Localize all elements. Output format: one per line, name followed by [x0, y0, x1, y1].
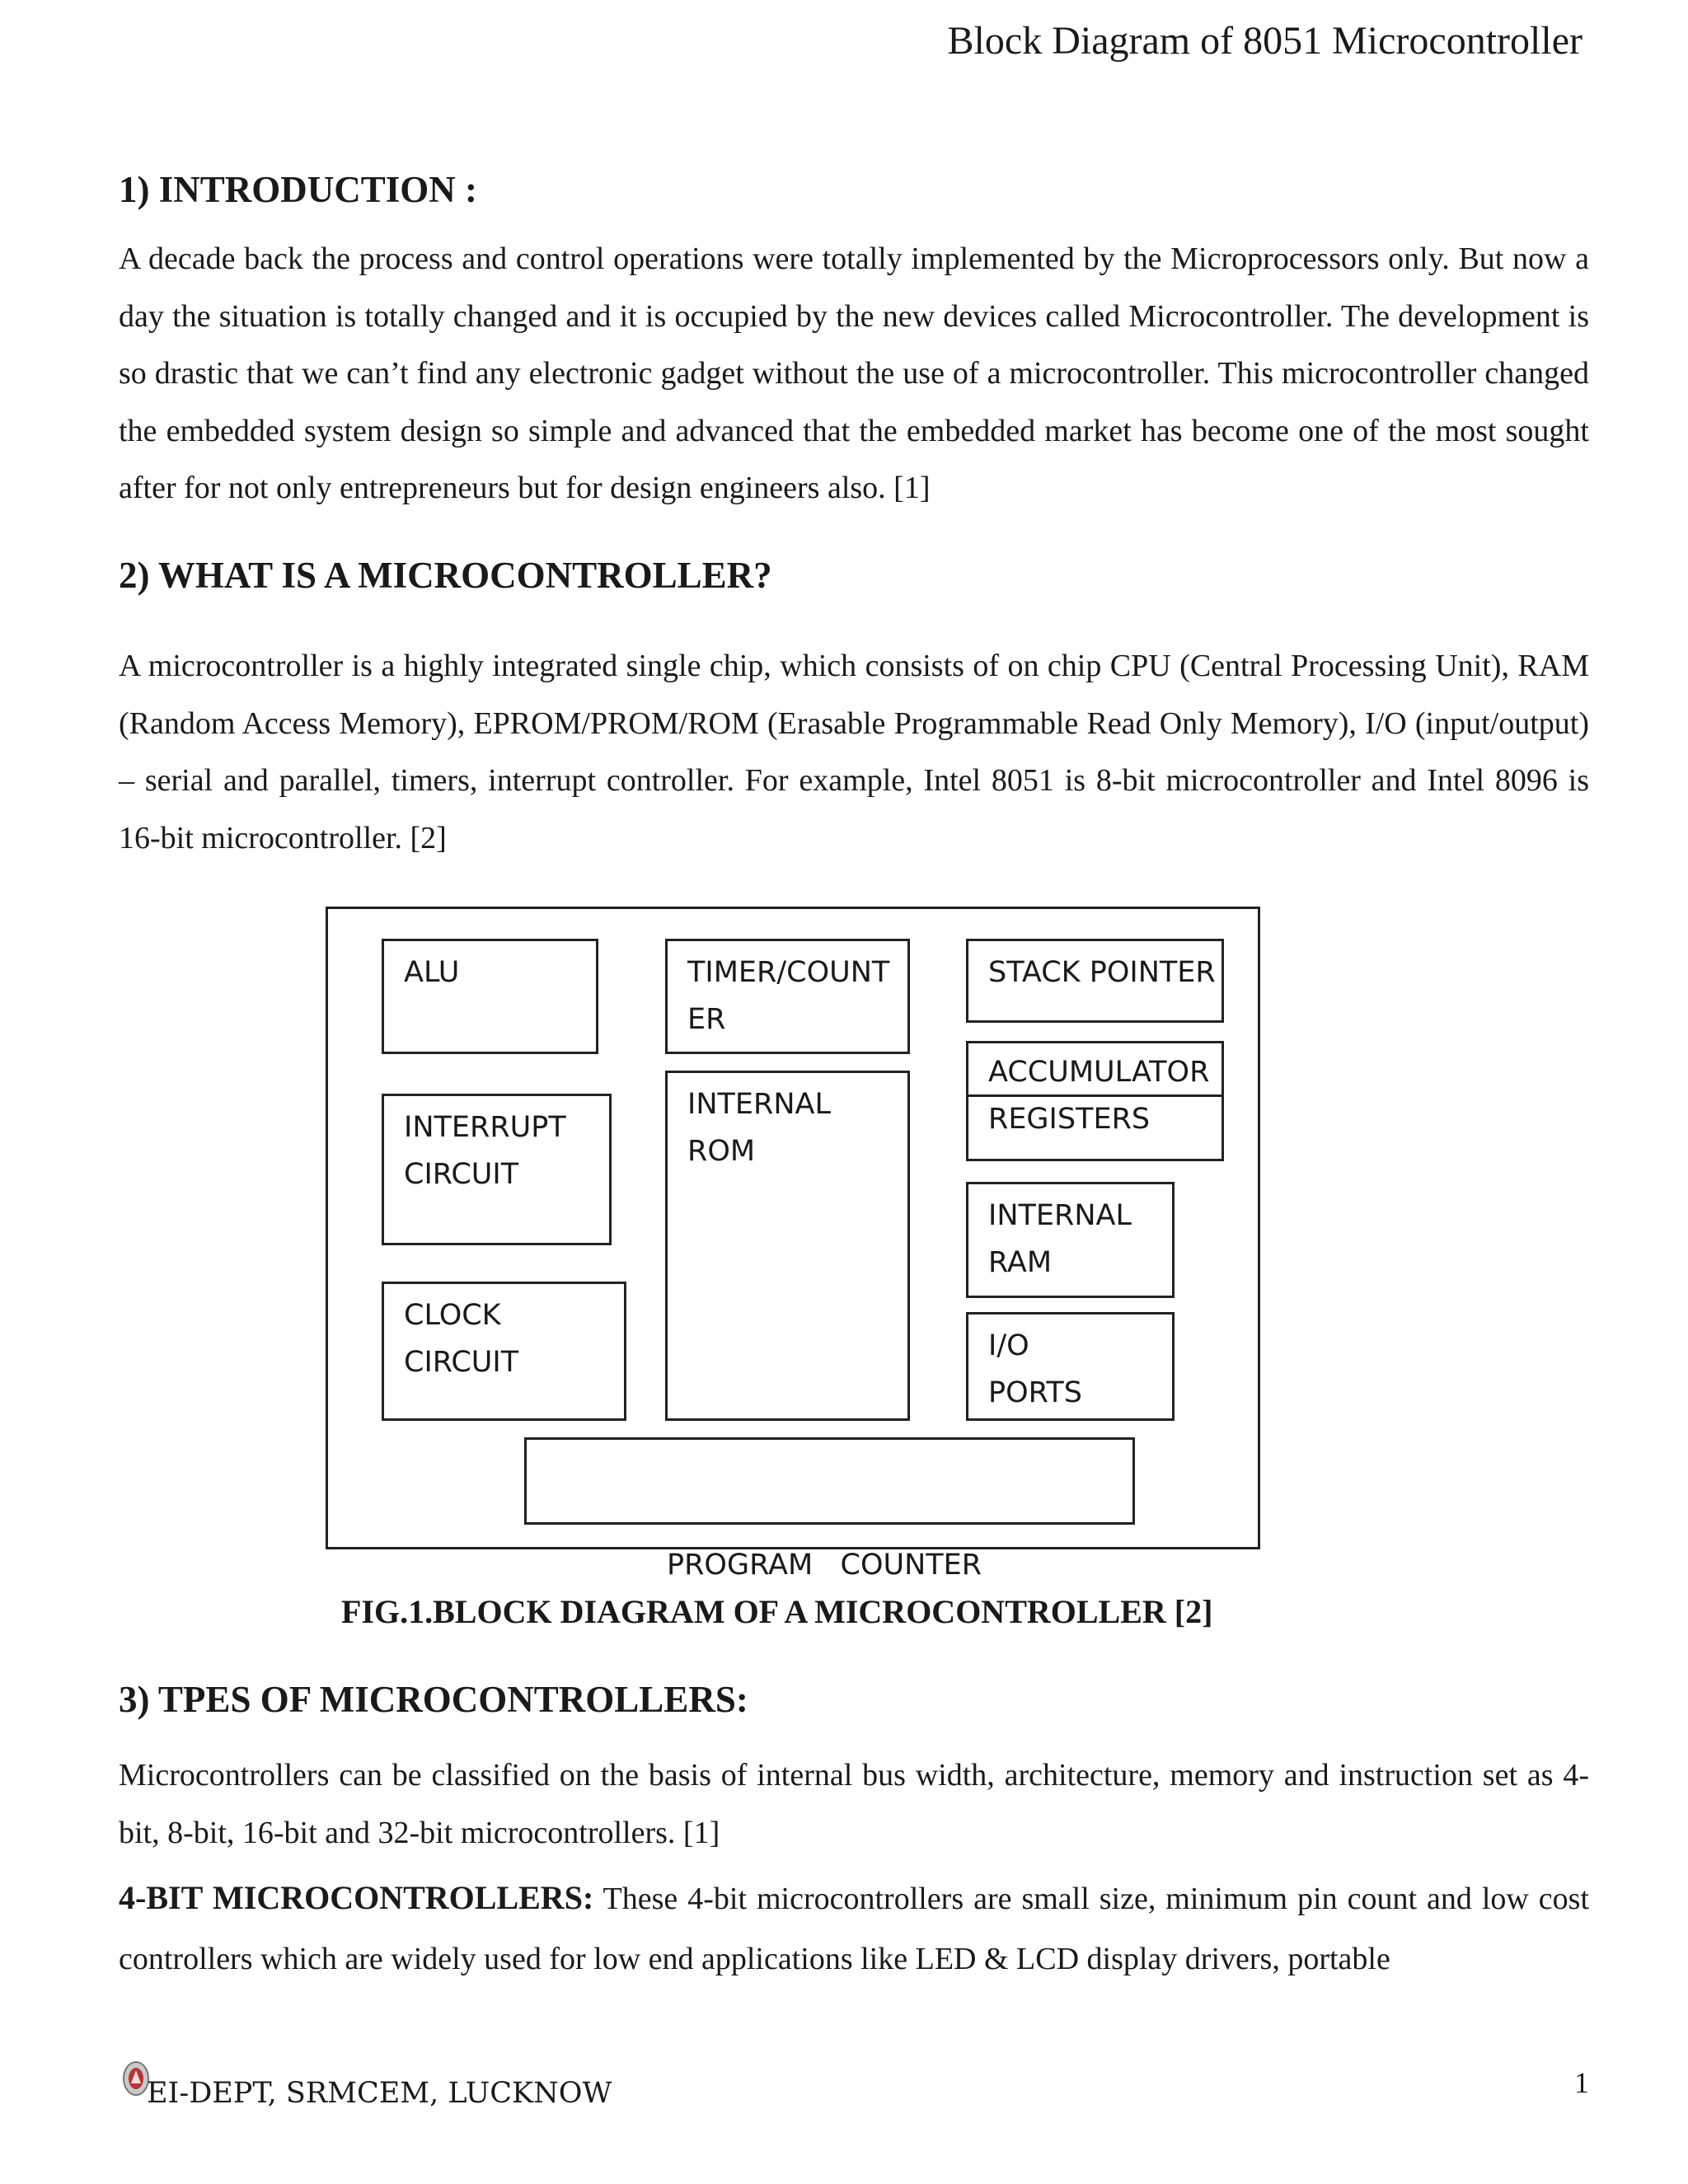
introduction-heading: 1) INTRODUCTION : — [119, 169, 478, 210]
four-bit-paragraph — [119, 1868, 1589, 1990]
accumulator-registers-block: ACCUMULATOR REGISTERS — [966, 1041, 1224, 1161]
microcontroller-block-diagram — [326, 907, 1260, 1582]
program-counter-block: PROGRAM COUNTER — [524, 1437, 1135, 1525]
four-bit-text: These 4-bit microcontrollers are small size, minimum pin count and low cost controllers which are widely used for low end applications like LED & LCD display drivers, portable — [119, 1882, 1589, 1976]
interrupt-circuit-block: INTERRUPT CIRCUIT — [382, 1094, 612, 1245]
types-heading: 3) TPES OF MICROCONTROLLERS: — [119, 1679, 748, 1720]
stack-pointer-block: STACK POINTER — [966, 939, 1224, 1023]
figure-caption: FIG.1.BLOCK DIAGRAM OF A MICROCONTROLLER [2] — [341, 1593, 1213, 1630]
io-ports-block: I/O PORTS — [966, 1312, 1175, 1421]
introduction-paragraph: A decade back the process and control operations were totally implemented by the Microprocessors only. But now a day the situation is totally changed and it is occupied by the new devices called Microcontroller. The development is so drastic that we can’t find any electronic gadget without the use of a microcontroller. This microcontroller changed the embedded system design so simple and advanced that the embedded market has become one of the most sought after for not only entrepreneurs but for design engineers also. [1] — [119, 241, 1589, 505]
internal-rom-block: INTERNAL ROM — [665, 1071, 910, 1421]
what-is-heading: 2) WHAT IS A MICROCONTROLLER? — [119, 555, 772, 596]
page-header-title: Block Diagram of 8051 Microcontroller — [947, 19, 1582, 63]
what-is-paragraph: A microcontroller is a highly integrated single chip, which consists of on chip CPU (Central Processing Unit), RAM (Random Access Memory), EPROM/PROM/ROM (Erasable Programmable Read Only Memory), I/O (input/output) – serial and parallel, timers, interrupt controller. For example, Intel 8051 is 8-bit microcontroller and Intel 8096 is 16-bit microcontroller. [2] — [119, 649, 1589, 855]
types-paragraph: Microcontrollers can be classified on the basis of internal bus width, architecture, memory and instruction set as 4-bit, 8-bit, 16-bit and 32-bit microcontrollers. [1] — [119, 1758, 1589, 1850]
page-number: 1 — [1574, 2066, 1589, 2099]
internal-ram-block: INTERNAL RAM — [966, 1182, 1175, 1298]
footer-department: EI-DEPT, SRMCEM, LUCKNOW — [147, 2077, 612, 2110]
clock-circuit-block: CLOCK CIRCUIT — [382, 1282, 626, 1421]
accumulator-divider — [968, 1094, 1221, 1097]
four-bit-label: 4-BIT MICROCONTROLLERS: — [119, 1879, 594, 1916]
alu-block: ALU — [382, 939, 598, 1054]
timer-counter-block: TIMER/COUNT ER — [665, 939, 910, 1054]
